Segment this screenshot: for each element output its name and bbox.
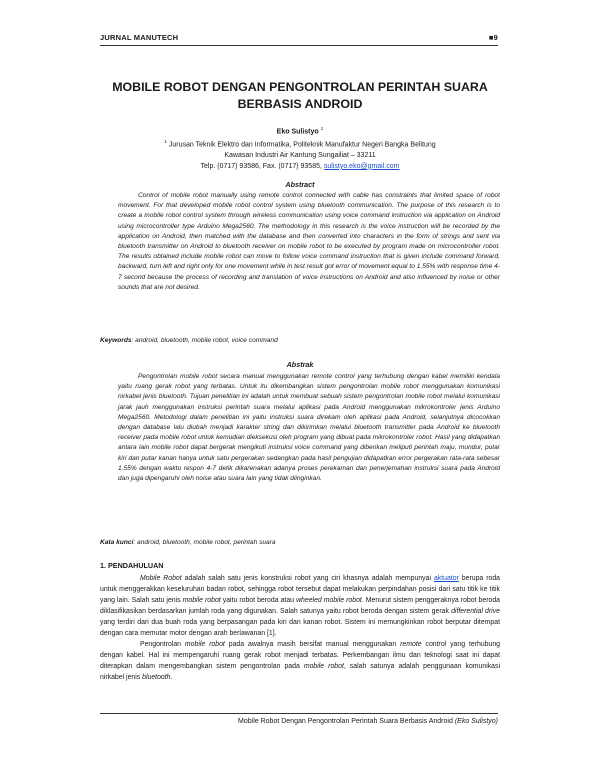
email-link[interactable]: sulistyo.eko@gmail.com [323,162,400,170]
kata-kunci-line [100,538,500,548]
p2-span-d: remote control [400,641,447,648]
footer-title: Mobile Robot Dengan Pengontrolan Perintah Suara Berbasis Android [238,718,455,725]
author-name: Eko Sulistyo [276,128,319,136]
author-name-line [100,125,500,138]
kata-kunci-text: : android, bluetooth, mobile robot, perintah suara [133,539,276,546]
p1-span-e: yaitu robot beroda atau [220,597,297,604]
p2-span-f: mobile robot [303,663,344,670]
running-footer [100,718,498,725]
p1-span-d: mobile robot [182,597,221,604]
header-rule [100,45,498,46]
footer-author: (Eko Sulistyo) [454,718,498,725]
keywords-line [100,336,500,346]
p2-span-b: mobile robot [184,641,225,648]
author-block [100,125,500,172]
contact-line [100,162,500,173]
p1-span-g: . Menurut sistem penggeraknya robot beroda diklasifikasikan berdasarkan jumlah roda yang digunakan. Salah satunya yaitu robot beroda dengan sistem gerak [100,597,500,615]
p1-span-i: yang terdiri dari dua buah roda yang berpasangan pada kiri dan kanan robot. Sistem ini memungkinkan robot berputar ditempat dengan cara memutar motor dengan arah berlawanan [1]. [100,619,500,637]
p1-span-c: berupa roda untuk menggerakkan keseluruhan badan robot, sehingga robot tersebut dapat melakukan perpindahan posisi dari satu titik ke titik yang lain. Salah satu jenis [100,575,501,604]
p1-span-f: wheeled mobile robot [296,597,362,604]
section-heading: 1. PENDAHULUAN [100,561,164,570]
p2-span-g: , salah satunya adalah penggunaan komunikasi nirkabel jenis [100,663,500,681]
abstrak-heading: Abstrak [286,360,314,369]
p2-span-c: pada awalnya masih bersifat manual menggunakan [224,641,401,648]
page-number: ■9 [488,33,498,42]
affiliation-sup: 1 [164,140,167,146]
abstrak-text: Pengontrolan mobile robot secara manual menggunakan remote control yang terhubung dengan kabel memiliki kendala yaitu ruang gerak robot yang terbatas. Untuk itu dikembangkan sistem pengontrolan mobile robot menggunakan komunikasi nirkabel jenis bluetooth. Tujuan penelitian ini adalah untuk membuat sebuah sistem pengontrolan mobile robot melalui komunikasi jarak jauh menggunakan instruksi perintah suara melalui aplikasi pada Android menggunakan mikrokontroler jenis Arduino Mega2560. Metodologi dalam penelitian ini yaitu instruksi suara direkam oleh aplikasi pada Android, selanjutnya dicocokkan dengan database lalu diubah menjadi karakter string dan dikirimkan melalui bluetooth transmitter pada Android ke bluetooth receiver pada mobile robot untuk kemudian dieksekusi oleh program yang dibuat pada mikrokontroler robot. Hasil yang didapatkan antara lain mobile robot dapat bergerak mengikuti instruksi voice command yang diberikan meliputi perintah maju, mundur, putar kiri dan putar kanan hanya untuk satu pergerakan sedangkan pada hasil pengujian didapatkan error pergerakan rata-rata sebesar 1.55% dengan waktu respon 4-7 detik dikarenakan adanya proses perekaman dan penerjemahan instruksi suara pada Android dan juga dipengaruhi oleh noise atau suara lain yang tidak diinginkan. [118,373,500,483]
paper-title [100,79,500,113]
paragraph-2 [100,639,500,683]
p1-span-b: adalah salah satu jenis konstruksi robot yang ciri khasnya adalah mempunyai [181,575,434,582]
contact-phone: Telp. (0717) 93586, Fax. (0717) 93585, [200,162,322,170]
aktuator-link[interactable]: aktuator [433,575,459,582]
journal-name: JURNAL MANUTECH [100,33,179,42]
title-line-2: BERBASIS ANDROID [237,97,363,111]
section-body [100,573,500,683]
p2-span-i: . [170,674,173,681]
abstract-heading: Abstract [285,180,315,189]
p2-span-e: yang terhubung dengan kabel. Hal ini mempengaruhi ruang gerak robot menjadi terbatas. Perkembangan ilmu dan teknologi saat ini dapat diterapkan dalam mengembangkan sistem pengontrolan pada [100,641,500,670]
paragraph-1 [100,573,500,639]
affiliation-line-1 [100,138,500,151]
keywords-text: : android, bluetooth, mobile robot, voice command [131,337,278,344]
p1-span-h: differential drive [451,608,500,615]
kata-kunci-label: Kata kunci [100,539,134,546]
p1-span-a: Mobile Robot [140,575,182,582]
author-sup: 1 [320,127,324,132]
keywords-label: Keywords [100,337,132,344]
affiliation-text: Jurusan Teknik Elektro dan Informatika, Politeknik Manufaktur Negeri Bangka Belitung [168,141,436,149]
footer-rule [100,713,498,714]
title-line-1: MOBILE ROBOT DENGAN PENGONTROLAN PERINTAH SUARA [112,80,488,94]
p2-span-h: bluetooth [142,674,171,681]
affiliation-line-2: Kawasan Industri Air Kantung Sungailiat – 33211 [224,152,376,160]
abstract-text: Control of mobile robot manually using remote control connected with cable has constraints that limited space of robot movement. For that developed mobile robot control system using bluetooth communication. The purpose of this research is to create a mobile robot control system through wireless communication using voice command instruction via application on Android using microcontroller type Arduino Mega2560. The methodology in this research is the voice instruction will be recorded by the application on Android, then matched with the database and then converted into characters in the form of strings and sent via bluetooth transmitter on Android to bluetooth receiver on mobile robot to be executed by program made on microcontroller robot. The results obtained include mobile robot can move to follow voice command instruction that is given include command forward, backward, turn left and right only for one movement while in test result got error of movement equal to 1.55% with response time 4-7 second because the process of recording and translation of voice instructions on Android and also influenced by noise or other sounds that are not desired. [118,192,500,291]
p2-span-a: Pengontrolan [140,641,185,648]
